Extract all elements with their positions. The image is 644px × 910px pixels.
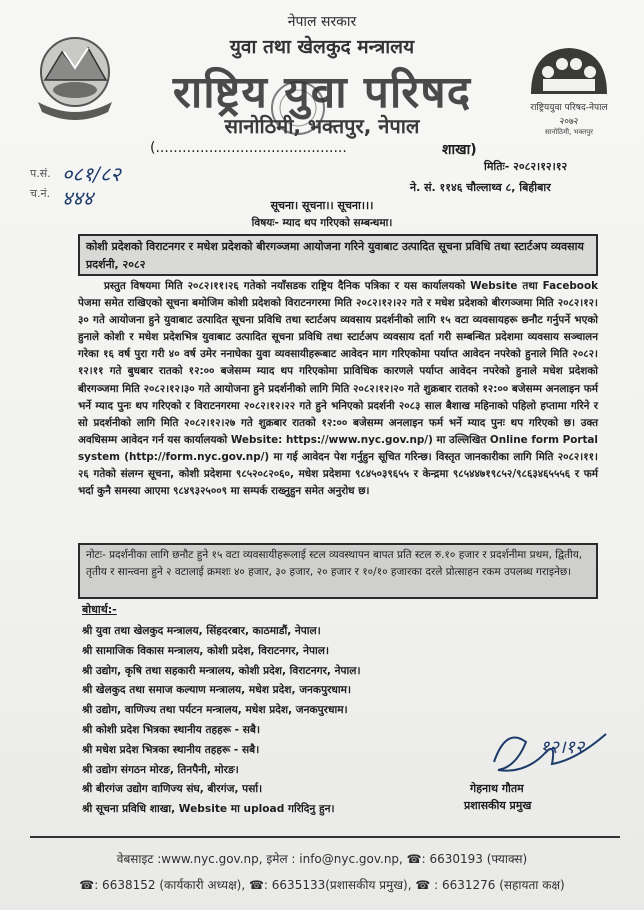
cc-list — [82, 622, 360, 820]
cc-item: श्री सामाजिक विकास मन्त्रालय, कोशी प्रदेश, विराटनगर, नेपाल। — [82, 644, 329, 657]
ps-label: प.सं. — [30, 167, 51, 180]
cn-label: च.नं. — [30, 187, 51, 200]
signatory-title: प्रशासकीय प्रमुख — [464, 799, 532, 812]
body-paragraph: प्रस्तुत विषयमा मिति २०८२।११।२६ गतेको नयाँसडक राष्ट्रिय दैनिक पत्रिका र यस कार्यालयको Website तथा Facebook पेजमा समेत राखिएको सूचना बमोजिम कोशी प्रदेशको विराटनगरमा मिति २०८२।१२।२२ गते र मधेश प्रदेशको बीरगञ्जमा मिति २०८२।१२।३० गते आयोजना हुने युवाबाट उत्पादित सूचना प्रविधि तथा स्टार्टअप व्यवसाय प्रदर्शनीको लागि १५ वटा व्यवसायहरू छनौट गर्नुपर्ने भएको हुनाले कोशी र मधेश प्रदेशभित्र युवाबाट उत्पादित सूचना प्रविधि तथा स्टार्टअप व्यवसाय दर्ता गरी सम्बन्धित प्रदेशमा व्यवसाय सञ्चालन गरेका १६ वर्ष पुरा गरी ४० वर्ष उमेर ननाघेका युवा व्यवसायीहरूबाट आवेदन माग गरिएकोमा पर्याप्त आवेदन नपरेको हुनाले मिति २०८२।१२।११ गते बुधबार रातको १२:०० बजेसम्म म्याद थप गरिएकोमा प्राविधिक कारणले पर्याप्त आवेदन नपरेको हुनाले मधेश प्रदेशको बीरगञ्जमा मिति २०८२।१२।३० गते आयोजना हुने प्रदर्शनीको लागि मिति २०८२।१२।२० गते शुक्रबार रातको १२:०० बजेसम्म अनलाइन फर्म भर्ने म्याद पुनः थप गरिएको र विराटनगरमा २०८२।१२।२२ गते हुने भनिएको प्रदर्शनी २०८३ साल बैशाख महिनाको पहिलो हप्तामा गरिने र सो प्रदर्शनीको लागि मिति २०८२।१२।२७ गते शुक्रबार रातको १२:०० बजेसम्म अनलाइन फर्म भर्ने म्याद पुनः थप गरिएको छ। उक्त अवधिसम्म आवेदन गर्न यस कार्यालयको Website: https://www.nyc.gov.np/) मा उल्लिखित Online form Portal system (http://form.nyc.gov.np/) मा गई आवेदन पेश गर्नुहुन सूचित गरिन्छ। विस्तृत जानकारीका लागि मिति २०८२।११।२६ गतेको संलग्न सूचना, कोशी प्रदेशमा ९८५२०८२०६०, मधेश प्रदेशमा ९८४५०३९६५५ र केन्द्रमा ९८५४४७१९८५२/९८६३४६५५५६ र फर्म भर्दा कुनै समस्या आएमा ९८४९३२५००९ मा सम्पर्क राख्नुहुन समेत अनुरोध छ। — [78, 280, 598, 498]
footer-contact-line-2: ☎: 6638152 (कार्यकारी अध्यक्ष), ☎: 6635133(प्रशासकीय प्रमुख), ☎ : 6631276 (सहायता कक्ष) — [79, 878, 565, 892]
footer-contact-line-1: वेबसाइट :www.nyc.gov.np, इमेल : info@nyc.gov.np, ☎: 6630193 (फ्याक्स) — [116, 852, 528, 866]
notice-heading: सूचना। सूचना।। सूचना।।। — [270, 199, 374, 212]
logo-place: सानोठिमी, भक्तपुर — [544, 128, 594, 136]
notice-title-box: कोशी प्रदेशको विराटनगर र मधेश प्रदेशको बीरगञ्जमा आयोजना गरिने युवाबाट उत्पादित सूचना प्रविधि तथा स्टार्टअप व्यवसाय प्रदर्शनी, २०८२ — [78, 234, 598, 276]
letter-date: मितिः- २०८२।१२।१२ — [484, 160, 568, 173]
cc-item: श्री खेलकुद तथा समाज कल्याण मन्त्रालय, मधेश प्रदेश, जनकपुरधाम। — [82, 684, 352, 697]
cc-item: श्री सूचना प्रविधि शाखा, Website मा upload गरिदिनु हुन। — [82, 803, 335, 816]
branch-blank: (........................................... — [150, 140, 347, 156]
office-address: सानोठिमी, भक्तपुर, नेपाल — [224, 114, 420, 138]
logo-caption: राष्ट्रिययुवा परिषद-नेपाल — [530, 103, 608, 113]
notice-body — [78, 278, 598, 500]
cn-number: ४४४ — [62, 186, 94, 210]
cc-item: श्री उद्योग, कृषि तथा सहकारी मन्त्रालय, कोशी प्रदेश, विराटनगर, नेपाल। — [82, 664, 361, 677]
cc-label: बोधार्थ:- — [82, 603, 117, 616]
cc-item: श्री युवा तथा खेलकुद मन्त्रालय, सिंहदरबार, काठमाडौं, नेपाल। — [82, 625, 321, 637]
cc-item: श्री बीरगंज उद्योग वाणिज्य संघ, बीरगंज, पर्सा। — [82, 783, 263, 796]
government-name: नेपाल सरकार — [287, 14, 357, 30]
cc-item: श्री उद्योग संगठन मोरङ, तिनपैनी, मोरङ। — [82, 763, 239, 776]
ps-number: ०८१/८२ — [62, 162, 121, 186]
note-box: नोटः- प्रदर्शनीका लागि छनौट हुने १५ वटा व्यवसायीहरूलाई स्टल व्यवस्थापन बापत प्रति स्टल रु.१० हजार र प्रदर्शनीमा प्रथम, द्वितीय, तृतीय र सान्त्वना हुने २ वटालाई क्रमशः ४० हजार, ३० हजार, २० हजार र १०/१० हजारका दरले प्रोत्साहन रकम उपलब्ध गराइनेछ। — [78, 543, 598, 599]
footer-divider — [30, 836, 620, 838]
nepal-sambat-date: ने. सं. ११४६ चौल्लाथ्व ८, बिहीबार — [410, 181, 551, 194]
council-name: राष्ट्रिय युवा परिषद — [172, 67, 472, 118]
cc-item: श्री मधेश प्रदेश भित्रका स्थानीय तहहरू - सबै। — [82, 743, 260, 756]
signature-date: १२।१२ — [540, 737, 585, 758]
branch-label: शाखा) — [442, 142, 477, 158]
logo-year: २०७२ — [559, 117, 579, 127]
ministry-name: युवा तथा खेलकुद मन्त्रालय — [229, 36, 415, 58]
cc-item: श्री उद्योग, वाणिज्य तथा पर्यटन मन्त्रालय, मधेश प्रदेश, जनकपुरधाम। — [82, 704, 348, 717]
cc-item: श्री कोशी प्रदेश भित्रका स्थानीय तहहरू - सबै। — [82, 723, 260, 736]
signatory-name: गेहनाथ गौतम — [470, 782, 524, 795]
notice-subject: विषयः- म्याद थप गरिएको सम्बन्धमा। — [251, 217, 393, 229]
